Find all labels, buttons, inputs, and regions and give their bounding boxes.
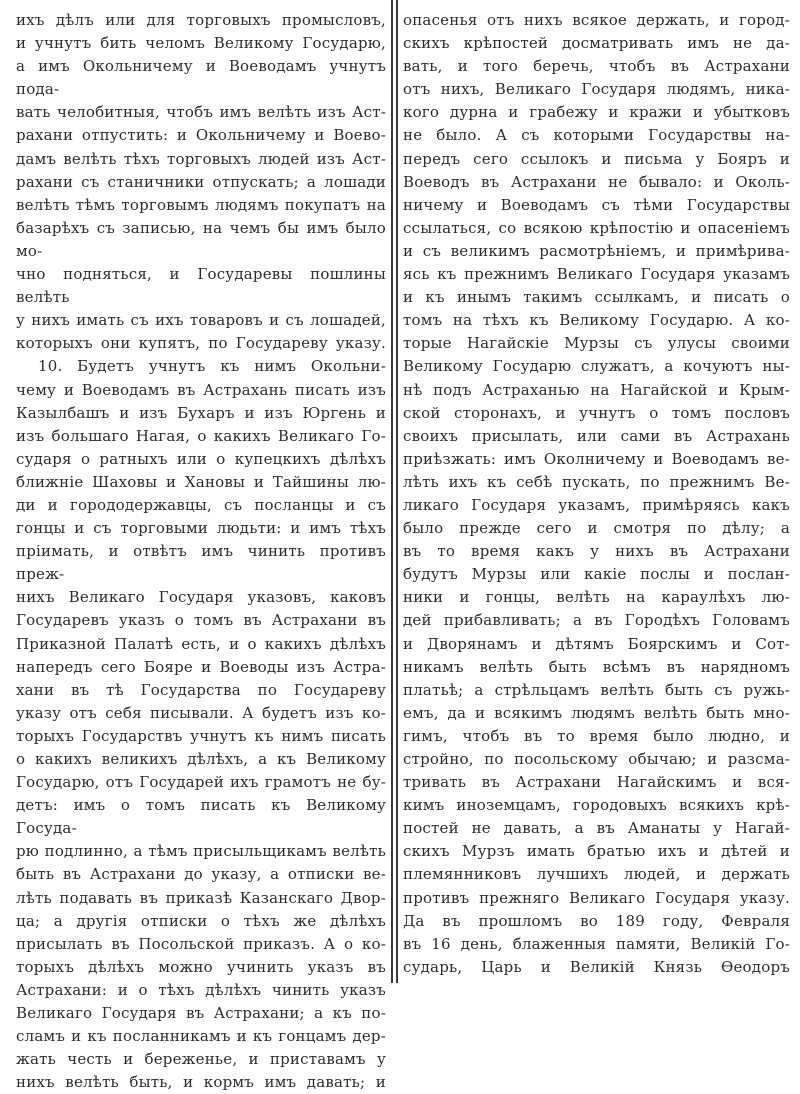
text-line: емъ, да и всякимъ людямъ велѣть быть мно-: [403, 703, 790, 722]
text-line: противъ прежняго Великаго Государя указу.: [403, 888, 790, 907]
text-line: 10. Будетъ учнутъ къ нимъ Окольни-: [38, 357, 386, 376]
text-line: приѣзжать: имъ Околничему и Воеводамъ ве-: [403, 449, 790, 468]
text-line: никамъ велѣть быть всѣмъ въ нарядномъ: [403, 657, 790, 676]
text-line: Воеводъ въ Астрахани не бывало: и Околь-: [403, 172, 790, 191]
text-line: ихъ дѣлъ или для торговыхъ промысловъ,: [16, 11, 386, 29]
text-line: вать челобитныя, чтобъ имъ велѣть изъ Аст-: [16, 103, 386, 122]
text-line: о какихъ великихъ дѣлѣхъ, а къ Великому: [16, 750, 386, 768]
text-line: которыхъ они купятъ, по Государеву указу.: [16, 334, 386, 353]
text-line: Астрахани: и о тѣхъ дѣлѣхъ чинить указъ: [16, 980, 386, 999]
text-line: отъ нихъ, Великаго Государя людямъ, ника-: [403, 80, 790, 99]
text-line: Великаго Государя въ Астрахани; а къ по-: [16, 1004, 386, 1023]
text-line: и съ великимъ расмотрѣніемъ, и примѣрива-: [403, 241, 790, 260]
text-line: ссылаться, со всякою крѣпостію и опасеніемъ: [403, 218, 790, 237]
text-line: Казылбашъ и изъ Бухаръ и изъ Юргень и: [16, 403, 386, 422]
text-line: томъ на тѣхъ къ Великому Государю. А ко-: [403, 311, 790, 330]
text-line: ской сторонахъ, и учнутъ о томъ пословъ: [403, 403, 790, 422]
text-line: постей не давать, а въ Аманаты у Нагай-: [403, 819, 790, 838]
text-line: кимъ иноземцамъ, городовыхъ всякихъ крѣ-: [403, 796, 790, 815]
text-line: племянниковъ лучшихъ людей, и держать: [403, 865, 790, 884]
text-line: ники и гонцы, велѣть на караулѣхъ лю-: [403, 588, 790, 607]
text-line: торыхъ дѣлѣхъ можно учинить указъ въ: [16, 957, 386, 976]
text-line: скихъ Мурзъ имать братью ихъ и дѣтей и: [403, 842, 790, 861]
text-line: гонцы и съ торговыми людьти: и имъ тѣхъ: [16, 519, 386, 538]
text-line: присылать въ Посольской приказъ. А о ко-: [16, 934, 386, 953]
text-line: рахани съ станичники отпускать; а лошади: [16, 172, 386, 191]
text-line: жать честь и береженье, и приставамъ у: [16, 1050, 386, 1069]
text-line: быть въ Астрахани до указу, а отписки ве-: [16, 865, 386, 884]
text-line: пріимать, и отвѣтъ имъ чинить противъ преж-: [16, 542, 386, 584]
text-line: Государю, отъ Государей ихъ грамотъ не бу-: [16, 773, 386, 792]
text-line: ближніе Шаховы и Хановы и Тайшины лю-: [16, 472, 386, 491]
text-line: будутъ Мурзы или какіе послы и послан-: [403, 565, 790, 584]
text-line: а имъ Окольничему и Воеводамъ учнутъ пода-: [16, 57, 386, 99]
text-line: вать, и того беречь, чтобъ въ Астрахани: [403, 57, 790, 76]
column-divider-rule: [391, 0, 398, 983]
text-line: скихъ крѣпостей досматривать имъ не да-: [403, 34, 790, 53]
text-line: сударь, Царь и Великій Князь Ѳеодоръ: [403, 957, 790, 976]
text-line: ца; а другія отписки о тѣхъ же дѣлѣхъ: [16, 911, 386, 930]
text-line: базарѣхъ съ записью, на чемъ бы имъ было мо-: [16, 218, 386, 260]
text-line: велѣть тѣмъ торговымъ людямъ покупатъ на: [16, 195, 386, 214]
text-line: Государевъ указъ о томъ въ Астрахани въ: [16, 611, 386, 630]
text-line: изъ большаго Нагая, о какихъ Великаго Го-: [16, 426, 386, 445]
text-line: стройно, по посольскому обычаю; и разсма-: [403, 750, 790, 768]
text-line: нихъ велѣть быть, и кормъ имъ давать; и: [16, 1073, 386, 1092]
text-line: Великому Государю служатъ, а кочуютъ ны-: [403, 357, 790, 376]
text-line: гимъ, чтобъ въ то время было людно, и: [403, 726, 790, 745]
text-line: сударя о ратныхъ или о купецкихъ дѣлѣхъ: [16, 449, 386, 468]
text-line: опасенья отъ нихъ всякое держать, и город-: [403, 11, 790, 29]
text-line: нѣ подъ Астраханью на Нагайской и Крым-: [403, 380, 790, 399]
text-line: лѣть ихъ къ себѣ пускать, по прежнимъ Ве-: [403, 472, 790, 491]
text-column-left: [16, 0, 386, 1092]
text-line: тривать въ Астрахани Нагайскимъ и вся-: [403, 773, 790, 792]
text-line: дей прибавливать; а въ Городѣхъ Головамъ: [403, 611, 790, 630]
text-line: нихъ Великаго Государя указовъ, каковъ: [16, 588, 386, 607]
text-line: Да въ прошломъ во 189 году, Февраля: [403, 911, 790, 930]
text-line: торые Нагайскіе Мурзы съ улусы своими: [403, 334, 790, 353]
text-line: Приказной Палатѣ есть, и о какихъ дѣлѣхъ: [16, 634, 386, 653]
text-line: детъ: имъ о томъ писать къ Великому Госуда-: [16, 796, 386, 838]
text-line: ясь къ прежнимъ Великаго Государя указамъ: [403, 265, 790, 284]
text-line: указу отъ себя писывали. А будетъ изъ ко-: [16, 703, 386, 722]
text-line: лѣть подавать въ приказѣ Казанскаго Двор-: [16, 888, 386, 907]
text-column-right: [403, 0, 790, 983]
text-line: рю подлинно, а тѣмъ присыльщикамъ велѣть: [16, 842, 386, 861]
text-line: ди и горододержавцы, съ посланцы и съ: [16, 495, 386, 514]
text-line: у нихъ имать съ ихъ товаровъ и съ лошадей,: [16, 311, 386, 330]
text-line: платьѣ; а стрѣльцамъ велѣть быть съ ружь-: [403, 680, 790, 699]
text-line: и Дворянамъ и дѣтямъ Боярскимъ и Сот-: [403, 634, 790, 653]
text-line: чему и Воеводамъ въ Астрахань писать изъ: [16, 380, 386, 399]
text-line: своихъ присылать, или сами въ Астрахань: [403, 426, 790, 445]
text-line: напередъ сего Бояре и Воеводы изъ Астра-: [16, 657, 386, 676]
text-line: не было. А съ которыми Государствы на-: [403, 126, 790, 145]
text-line: въ то время какъ у нихъ въ Астрахани: [403, 542, 790, 561]
text-line: ничему и Воеводамъ съ тѣми Государствы: [403, 195, 790, 214]
text-line: было прежде сего и смотря по дѣлу; а: [403, 519, 790, 538]
text-line: кого дурна и грабежу и кражи и убытковъ: [403, 103, 790, 122]
text-line: въ 16 день, блаженныя памяти, Великій Го-: [403, 934, 790, 953]
text-line: рахани отпустить: и Окольничему и Воево-: [16, 126, 386, 145]
text-line: чно подняться, и Государевы пошлины велѣть: [16, 265, 386, 307]
text-line: и учнутъ бить челомъ Великому Государю,: [16, 34, 386, 53]
text-line: дамъ велѣть тѣхъ торговыхъ людей изъ Аст-: [16, 149, 386, 168]
text-line: ликаго Государя указамъ, примѣряясь какъ: [403, 495, 790, 514]
text-line: хани въ тѣ Государства по Государеву: [16, 680, 386, 699]
text-line: и къ инымъ такимъ ссылкамъ, и писать о: [403, 288, 790, 307]
text-line: торыхъ Государствъ учнутъ къ нимъ писать: [16, 726, 386, 745]
text-line: сламъ и къ посланникамъ и къ гонцамъ дер-: [16, 1027, 386, 1046]
text-line: передъ сего ссылокъ и письма у Бояръ и: [403, 149, 790, 168]
